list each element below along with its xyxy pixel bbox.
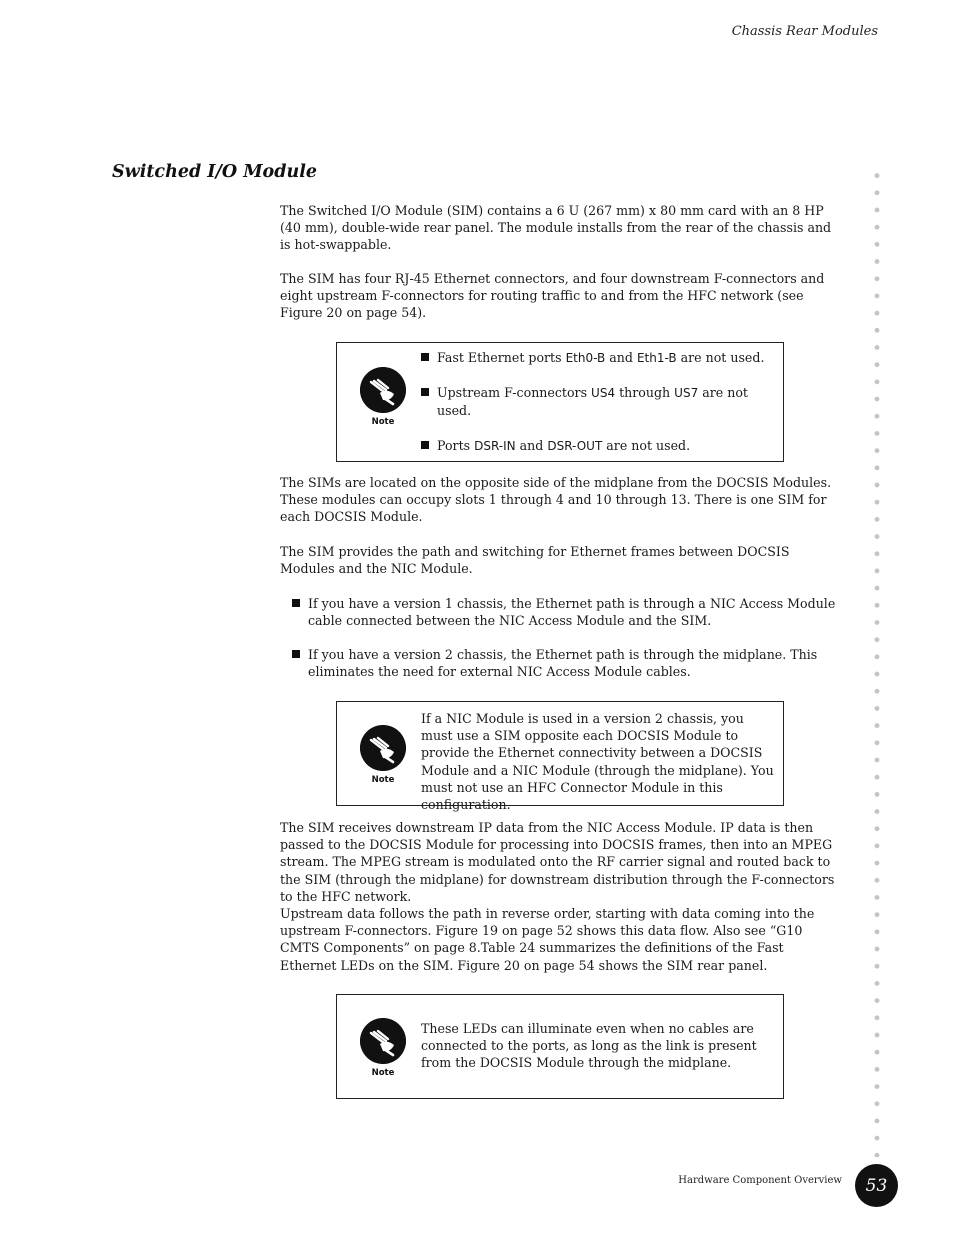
list-item (292, 595, 840, 629)
note-text: are not used. (676, 350, 765, 365)
note-icon-group (359, 367, 407, 427)
margin-dot-rule (873, 167, 881, 1157)
note-text: and (515, 437, 548, 453)
port-name: US4 (591, 386, 616, 401)
port-name: US7 (674, 386, 699, 401)
note-label: Note (371, 775, 395, 785)
paragraph-sim-overview: The Switched I/O Module (SIM) contains a 6 U (267 mm) x 80 mm card with an 8 HP (40 mm), double-wide rear panel. The module installs from the rear of the chassis and is hot-swappable. (280, 203, 832, 253)
port-name: Eth0-B (565, 351, 606, 365)
port-name: DSR-IN (474, 438, 516, 453)
page-number-badge: 53 (855, 1164, 898, 1207)
list-item-text: If you have a version 1 chassis, the Ethernet path is through a NIC Access Module cable connected between the NIC Access Module and the SIM. (308, 596, 836, 629)
running-head: Chassis Rear Modules (731, 24, 878, 39)
footer-label: Hardware Component Overview (678, 1175, 842, 1186)
note-list-item (421, 437, 775, 455)
pointing-hand-icon (360, 725, 406, 771)
note-text: through (615, 385, 675, 401)
bullet-square-icon (421, 353, 429, 361)
bullet-square-icon (292, 599, 300, 607)
note-box-nic-module (336, 701, 784, 813)
list-item (292, 646, 840, 680)
bullet-square-icon (421, 441, 429, 449)
bullet-square-icon (292, 650, 300, 658)
note-body: These LEDs can illuminate even when no cables are connected to the ports, as long as the link is present from the DOCSIS Module through the midplane. (421, 1021, 757, 1071)
note-icon-group (359, 725, 407, 785)
note-box-unused-ports (336, 342, 784, 462)
note-list-item (421, 349, 775, 367)
port-name: Eth1-B (636, 351, 677, 365)
note-text: and (605, 350, 637, 365)
note-text: Ports (437, 437, 475, 453)
note-text: Upstream F-connectors (437, 385, 592, 401)
paragraph-sim-location: The SIMs are located on the opposite side of the midplane from the DOCSIS Modules. These modules can occupy slots 1 through 4 and 10 through 13. There is one SIM for each DOCSIS Module. (280, 475, 832, 525)
note-text: are not used. (602, 437, 691, 453)
port-name: DSR-OUT (547, 438, 603, 453)
note-label: Note (371, 417, 395, 427)
paragraph-sim-connectors: The SIM has four RJ-45 Ethernet connectors, and four downstream F-connectors and eight upstream F-connectors for routing traffic to and from the HFC network (see Figure 20 on page 54). (280, 271, 825, 321)
note-box-leds (336, 994, 784, 1099)
note-text: Fast Ethernet ports (437, 350, 566, 365)
list-item-text: If you have a version 2 chassis, the Ethernet path is through the midplane. This eliminates the need for external NIC Access Module cables. (308, 647, 818, 680)
note-body (421, 349, 775, 455)
note-label: Note (371, 1068, 395, 1078)
note-list-item (421, 384, 775, 419)
section-title: Switched I/O Module (112, 162, 317, 182)
bullet-square-icon (421, 388, 429, 396)
note-icon-group (359, 1018, 407, 1078)
paragraph-sim-path: The SIM provides the path and switching for Ethernet frames between DOCSIS Modules and the NIC Module. (280, 544, 790, 577)
note-text: are not used. (437, 385, 748, 419)
paragraph-downstream: The SIM receives downstream IP data from the NIC Access Module. IP data is then passed to the DOCSIS Module for processing into DOCSIS frames, then into an MPEG stream. The MPEG stream is modulated onto the RF carrier signal and routed back to the SIM (through the midplane) for downstream distribution through the F-connectors to the HFC network. (280, 820, 835, 904)
note-body: If a NIC Module is used in a version 2 chassis, you must use a SIM opposite each DOCSIS Module to provide the Ethernet connectivity between a DOCSIS Module and a NIC Module (through the midplane). You must not use an HFC Connector Module in this configuration. (421, 711, 774, 813)
paragraph-upstream: Upstream data follows the path in reverse order, starting with data coming into the upstream F-connectors. Figure 19 on page 52 shows this data flow. Also see “G10 CMTS Components” on page 8.Table 24 summarizes the definitions of the Fast Ethernet LEDs on the SIM. Figure 20 on page 54 shows the SIM rear panel. (280, 906, 815, 973)
pointing-hand-icon (360, 367, 406, 413)
pointing-hand-icon (360, 1018, 406, 1064)
